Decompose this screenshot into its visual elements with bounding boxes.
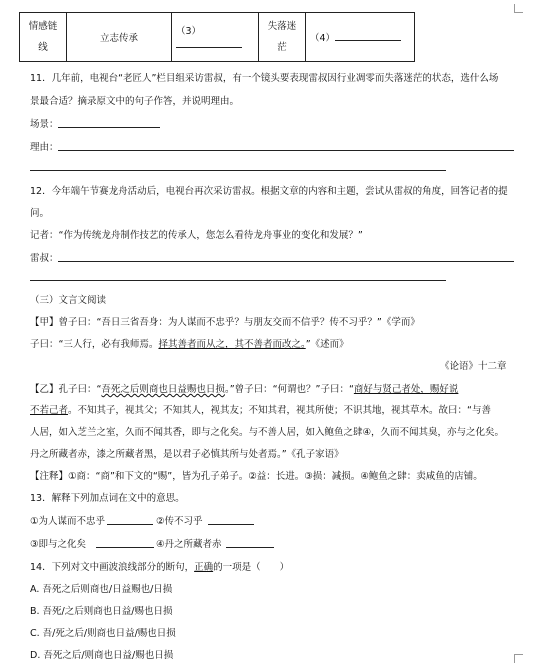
q12-text-line-1: 12．今年端午节赛龙舟活动后，电视台再次采访雷叔。根据文章的内容和主题，尝试从雷叔的角度，回答记者的提 [30, 186, 508, 197]
q14-text-start: 14．下列对文中画波浪线部分的断句， [30, 562, 195, 573]
q13-item-4: ④丹之所藏者赤 [156, 539, 222, 550]
yi-line-1-mid: 。”曾子曰：“何谓也？”子曰：“ [224, 384, 354, 395]
table-cell-blank-4 [306, 13, 415, 62]
q11-reason-answer-line-1[interactable] [58, 150, 514, 151]
jia-underlined-sentence: 择其善者而从之，其不善者而改之。 [158, 339, 306, 350]
q13-item-4-answer-line[interactable] [226, 547, 274, 548]
q12-text-line-2: 问。 [30, 208, 50, 219]
q13-item-3-answer-line[interactable] [96, 547, 154, 548]
q14-option-c[interactable]: C. 吾/死之后/则商也日益/赐也日损 [30, 628, 176, 639]
q14-option-d[interactable]: D. 吾死之后/则商也日益/赐也日损 [30, 650, 174, 661]
q11-scene-answer-line[interactable] [58, 127, 160, 128]
blank-4-line[interactable] [335, 30, 401, 41]
q12-answer-line-1[interactable] [58, 261, 514, 262]
q14-option-b[interactable]: B. 吾死/之后则商也日益/赐也日损 [30, 606, 173, 617]
q14-text-end: 的一项是（ ） [213, 562, 290, 573]
q13-item-1: ①为人谋而不忠乎 [30, 516, 106, 527]
q11-reason-label: 理由： [30, 142, 59, 153]
section3-title: （三）文言文阅读 [30, 295, 107, 306]
crop-mark-bottom-right [514, 654, 523, 663]
blank-4-label: （4） [310, 33, 336, 44]
q14-emphasis-correct: 正确 [194, 562, 214, 573]
q12-answer-label: 雷叔： [30, 253, 59, 264]
yi-line-2 [30, 402, 491, 416]
table-cell-label-top: 失落迷 [267, 21, 297, 32]
jia-line-2-end: ”《述而》 [305, 339, 349, 350]
q11-scene-label: 场景： [30, 119, 59, 130]
q13-item-2: ②传不习乎 [156, 516, 203, 527]
q12-answer-line-2[interactable] [30, 280, 446, 281]
yi-underlined-end: 不若己者 [30, 405, 69, 416]
q12-reporter-question: 记者：“作为传统龙舟制作技艺的传承人，您怎么看待龙舟事业的变化和发展？” [30, 230, 363, 241]
q14-option-a[interactable]: A. 吾死之后则商也/日益赐也/日损 [30, 584, 173, 595]
table-cell-label-bottom: 线 [38, 42, 48, 53]
yi-wavy-sentence: 吾死之后则商也日益赐也日损 [101, 384, 225, 395]
table-cell-emotion-line [20, 13, 67, 62]
q11-text-line-1: 11．几年前，电视台“老匠人”栏目组采访雷叔，有一个镜头要表现雷叔因行业凋零而失落迷茫的状态，选什么场 [30, 73, 499, 84]
q11-text-line-2: 景最合适？摘录原文中的句子作答，并说明理由。 [30, 96, 240, 107]
annotation-note: 【注释】①商：“商”和下文的“赐”，皆为孔子弟子。②益：长进。③损：减损。④鲍鱼之肆：卖咸鱼的店铺。 [30, 471, 483, 482]
yi-line-3: 人居，如入芝兰之室，久而不闻其香，即与之化矣。与不善人居，如入鲍鱼之肆④，久而不闻其臭，亦与之化矣。 [30, 427, 505, 438]
lunyu-source: 《论语》十二章 [440, 361, 507, 372]
jia-line-1: 【甲】曾子曰：“吾日三省吾身：为人谋而不忠乎？与朋友交而不信乎？传不习乎？”《学而》 [30, 317, 420, 328]
table-cell-inherit: 立志传承 [67, 13, 172, 62]
yi-line-1 [30, 381, 458, 395]
table-cell-label-bottom: 茫 [277, 42, 287, 53]
table-cell-blank-3 [172, 13, 259, 62]
jia-line-2 [30, 336, 349, 350]
q14-text [30, 559, 289, 573]
table-cell-lost [259, 13, 306, 62]
crop-mark-top-right [514, 4, 523, 13]
yi-line-4: 丹之所藏者赤，漆之所藏者黑，是以君子必慎其所与处者焉。”《孔子家语》 [30, 449, 344, 460]
q13-item-1-answer-line[interactable] [107, 524, 153, 525]
blank-3-label: （3） [176, 26, 202, 37]
jia-line-2-start: 子曰：“三人行，必有我师焉。 [30, 339, 159, 350]
yi-line-1-start: 【乙】孔子曰：“ [30, 384, 102, 395]
yi-line-2-rest: 。不知其子，视其父；不知其人，视其友；不知其君，视其所使；不识其地，视其草木。故曰：“与善 [68, 405, 491, 416]
emotion-table [19, 12, 415, 62]
table-cell-label-top: 情感链 [28, 21, 58, 32]
q13-text: 13．解释下列加点词在文中的意思。 [30, 493, 185, 504]
q11-reason-answer-line-2[interactable] [30, 170, 446, 171]
blank-3-line[interactable] [176, 37, 242, 48]
q13-item-2-answer-line[interactable] [208, 524, 254, 525]
q13-item-3: ③即与之化矣 [30, 539, 87, 550]
yi-underlined-start: 商好与贤己者处，赐好说 [353, 384, 459, 395]
